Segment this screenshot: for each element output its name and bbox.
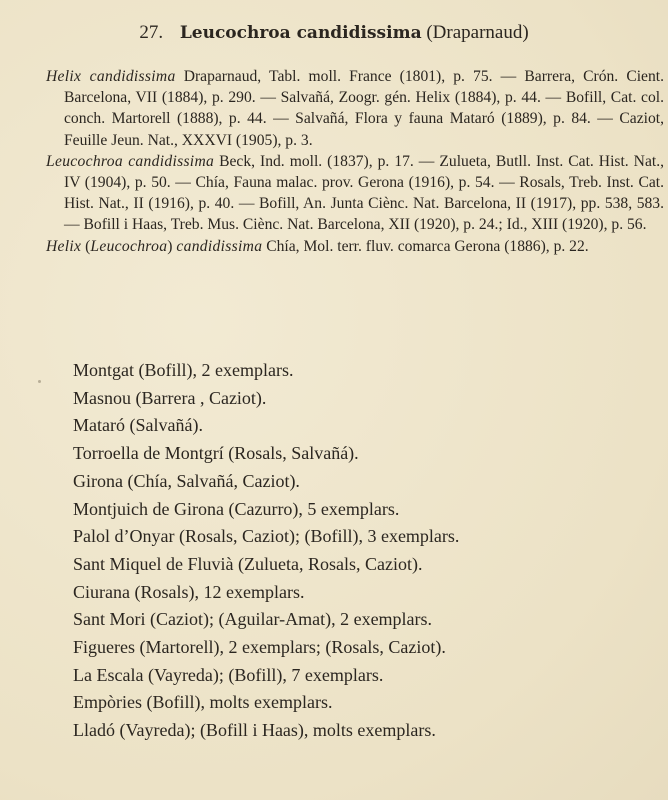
locality-item: Palol d’Onyar (Rosals, Caziot); (Bofill), 3 exemplars. — [73, 526, 460, 547]
locality-item: Masnou (Barrera , Caziot). — [73, 387, 267, 408]
locality-item: Figueres (Martorell), 2 exemplars; (Rosals, Caziot). — [73, 637, 446, 658]
locality-item: Sant Miquel de Fluvià (Zulueta, Rosals, Caziot). — [73, 553, 423, 574]
synonym-references: Beck, Ind. moll. (1837), p. 17. — Zulueta, Butll. Inst. Cat. Hist. Nat., IV (1904), p. 50. — Chía, Fauna malac. prov. Gerona (1916), p. 54. — Rosals, Treb. Inst. Cat. Hist. Nat., II (1916), p. 40. — Bofill, An. Junta Ciènc. Nat. Barcelona, II (1917), pp. 538, 583. — Bofill i Haas, Treb. Mus. Ciènc. Nat. Barcelona, XII (1920), p. 24.; Id., XIII (1920), p. 56. — [64, 152, 664, 234]
species-author: (Draparnaud) — [426, 22, 529, 43]
synonym-name: Leucochroa candidissima — [46, 152, 215, 170]
locality-list — [73, 357, 663, 745]
locality-item: Ciurana (Rosals), 12 exemplars. — [73, 581, 305, 602]
scan-speck — [38, 380, 41, 383]
locality-item: Empòries (Bofill), molts exemplars. — [73, 692, 333, 713]
locality-item: Torroella de Montgrí (Rosals, Salvañá). — [73, 443, 359, 464]
locality-item: Girona (Chía, Salvañá, Caziot). — [73, 470, 300, 491]
synonym-species: candidissima — [176, 237, 263, 255]
locality-item: La Escala (Vayreda); (Bofill), 7 exemplars. — [73, 664, 384, 685]
species-number: 27. — [139, 22, 164, 43]
species-heading — [0, 22, 668, 44]
synonymy-section — [46, 66, 664, 257]
synonymy-entry — [46, 66, 664, 151]
synonym-paren-open: ( — [81, 237, 91, 255]
synonymy-entry — [46, 236, 664, 257]
locality-item: Montgat (Bofill), 2 exemplars. — [73, 360, 294, 380]
synonym-name: Helix candidissima — [46, 68, 176, 85]
locality-item: Mataró (Salvañá). — [73, 415, 203, 436]
locality-item: Montjuich de Girona (Cazurro), 5 exemplars. — [73, 498, 400, 519]
synonymy-entry — [46, 151, 664, 236]
synonym-subgenus: Leucochroa — [90, 237, 168, 255]
locality-item: Sant Mori (Caziot); (Aguilar-Amat), 2 exemplars. — [73, 609, 433, 630]
synonym-references: Draparnaud, Tabl. moll. France (1801), p. 75. — Barrera, Crón. Cient. Barcelona, VII (1884), p. 290. — Salvañá, Zoogr. gén. Helix (1884), p. 44. — Bofill, Cat. col. conch. Martorell (1888), p. 44. — Salvañá, Flora y fauna Mataró (1889), p. 84. — Caziot, Feuille Jeun. Nat., XXXVI (1905), p. 3. — [64, 68, 665, 149]
species-name: Leucochroa candidissima — [179, 23, 422, 43]
synonym-genus: Helix — [46, 237, 82, 255]
locality-item: Lladó (Vayreda); (Bofill i Haas), molts exemplars. — [73, 720, 436, 741]
synonym-paren-close: ) — [167, 237, 177, 255]
synonym-references: Chía, Mol. terr. fluv. comarca Gerona (1886), p. 22. — [262, 237, 589, 255]
